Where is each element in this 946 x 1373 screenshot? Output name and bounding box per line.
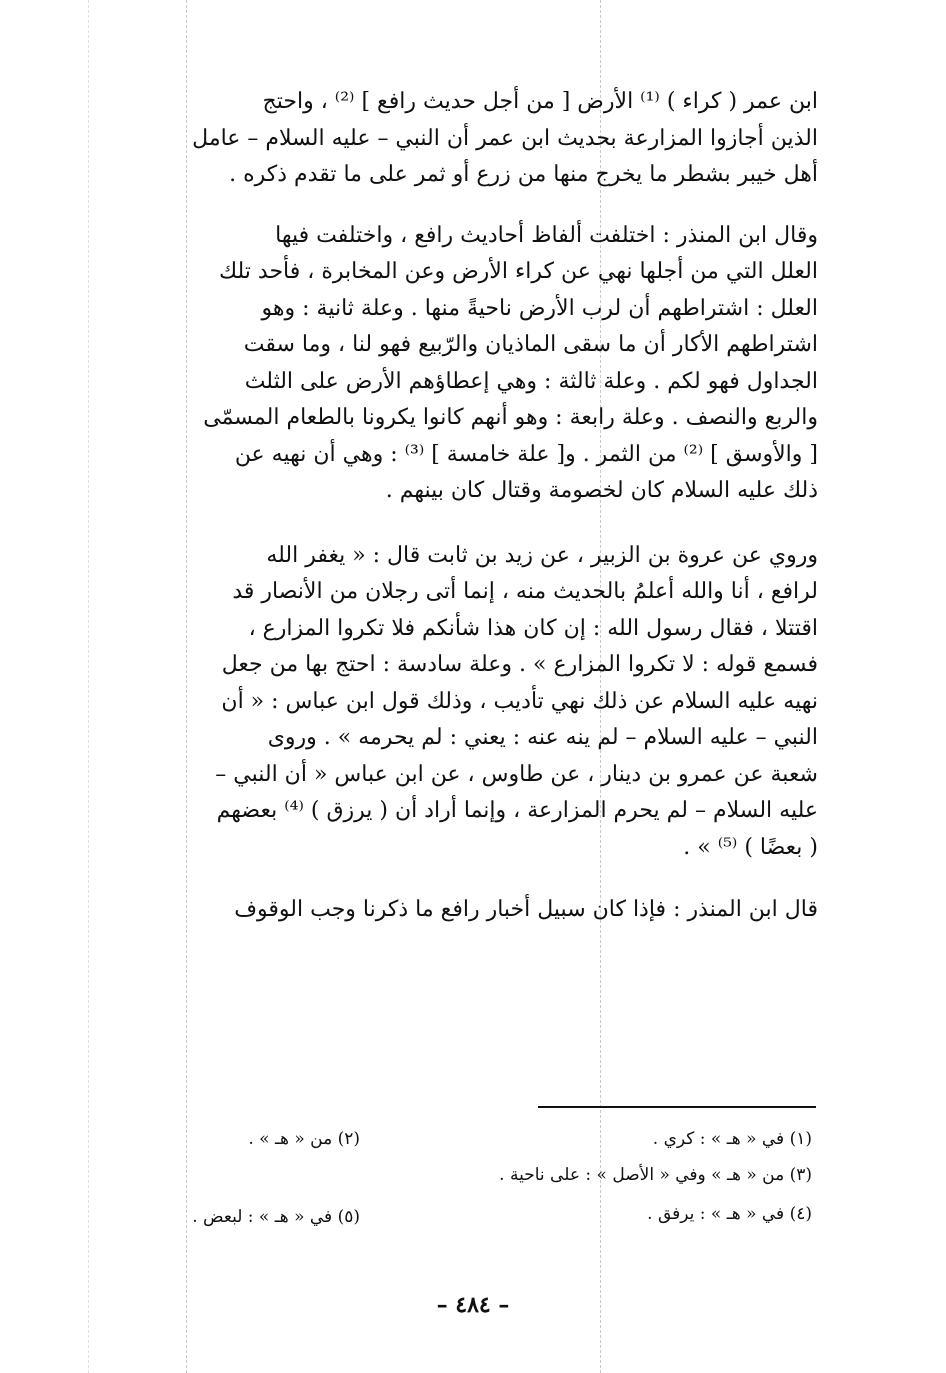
text-line: العلل : اشتراطهم أن لرب الأرض ناحيةً منها . وعلة ثانية : وهو xyxy=(261,295,818,321)
text-line: [ والأوسق ] ⁽²⁾ من الثمر . و[ علة خامسة ] ⁽³⁾ : وهي أن نهيه عن xyxy=(234,441,818,467)
text-line: الذين أجازوا المزارعة بحديث ابن عمر أن النبي – عليه السلام – عامل xyxy=(192,125,818,151)
footnote-2: (٢) من « هـ » . xyxy=(248,1129,360,1149)
footnote-4: (٤) في « هـ » : يرفق . xyxy=(647,1204,812,1224)
text-line: قال ابن المنذر : فإذا كان سبيل أخبار رافع ما ذكرنا وجب الوقوف xyxy=(234,897,818,922)
text-line: ذلك عليه السلام كان لخصومة وقتال كان بينهم . xyxy=(385,478,818,503)
text-line: ( بعضًا ) ⁽⁵⁾ » . xyxy=(683,834,818,860)
text-line: ابن عمر ( كراء ) ⁽¹⁾ الأرض [ من أجل حديث رافع ] ⁽²⁾ ، واحتج xyxy=(262,89,818,114)
paragraph-1 xyxy=(118,84,818,194)
footnote-1: (١) في « هـ » : كري . xyxy=(652,1129,812,1149)
paragraph-4 xyxy=(118,892,818,929)
text-line: النبي – عليه السلام – لم ينه عنه : يعني : لم يحرمه » . وروى xyxy=(267,725,818,750)
footnote-3: (٣) من « هـ » وفي « الأصل » : على ناحية . xyxy=(499,1165,812,1185)
text-line: لرافع ، أنا والله أعلمُ بالحديث منه ، إنما أتى رجلان من الأنصار قد xyxy=(232,579,818,604)
paragraph-2 xyxy=(118,218,818,510)
text-line: نهيه عليه السلام عن ذلك نهي تأديب ، وذلك قول ابن عباس : « أن xyxy=(221,688,818,714)
text-line: اقتتلا ، فقال رسول الله : إن كان هذا شأنكم فلا تكروا المزارع ، xyxy=(248,615,818,641)
text-line: الجداول فهو لكم . وعلة ثالثة : وهي إعطاؤهم الأرض على الثلث xyxy=(244,368,818,394)
scan-fold-line xyxy=(88,0,89,1373)
text-line: شعبة عن عمرو بن دينار ، عن طاوس ، عن ابن عباس « أن النبي – xyxy=(215,761,818,787)
text-line: وروي عن عروة بن الزبير ، عن زيد بن ثابت قال : « يغفر الله xyxy=(266,542,818,568)
paragraph-3 xyxy=(118,538,818,867)
text-line: فسمع قوله : لا تكروا المزارع » . وعلة سادسة : احتج بها من جعل xyxy=(221,652,818,677)
text-line: وقال ابن المنذر : اختلفت ألفاظ أحاديث رافع ، واختلفت فيها xyxy=(275,222,818,248)
body-text xyxy=(118,84,818,953)
text-line: والربع والنصف . وعلة رابعة : وهو أنهم كانوا يكرونا بالطعام المسمّى xyxy=(203,405,818,430)
text-line: العلل التي من أجلها نهي عن كراء الأرض وعن المخابرة ، فأحد تلك xyxy=(218,259,818,284)
footnote-separator xyxy=(538,1106,816,1108)
page-number: – ٤٨٤ – xyxy=(436,1292,510,1318)
footnote-5: (٥) في « هـ » : لبعض . xyxy=(192,1207,360,1227)
text-line: عليه السلام – لم يحرم المزارعة ، وإنما أراد أن ( يرزق ) ⁽⁴⁾ بعضهم xyxy=(216,798,818,823)
text-line: أهل خيبر بشطر ما يخرج منها من زرع أو ثمر على ما تقدم ذكره . xyxy=(229,162,818,187)
text-line: اشتراطهم الأكار أن ما سقى الماذيان والرّبيع فهو لنا ، وما سقت xyxy=(243,332,818,357)
